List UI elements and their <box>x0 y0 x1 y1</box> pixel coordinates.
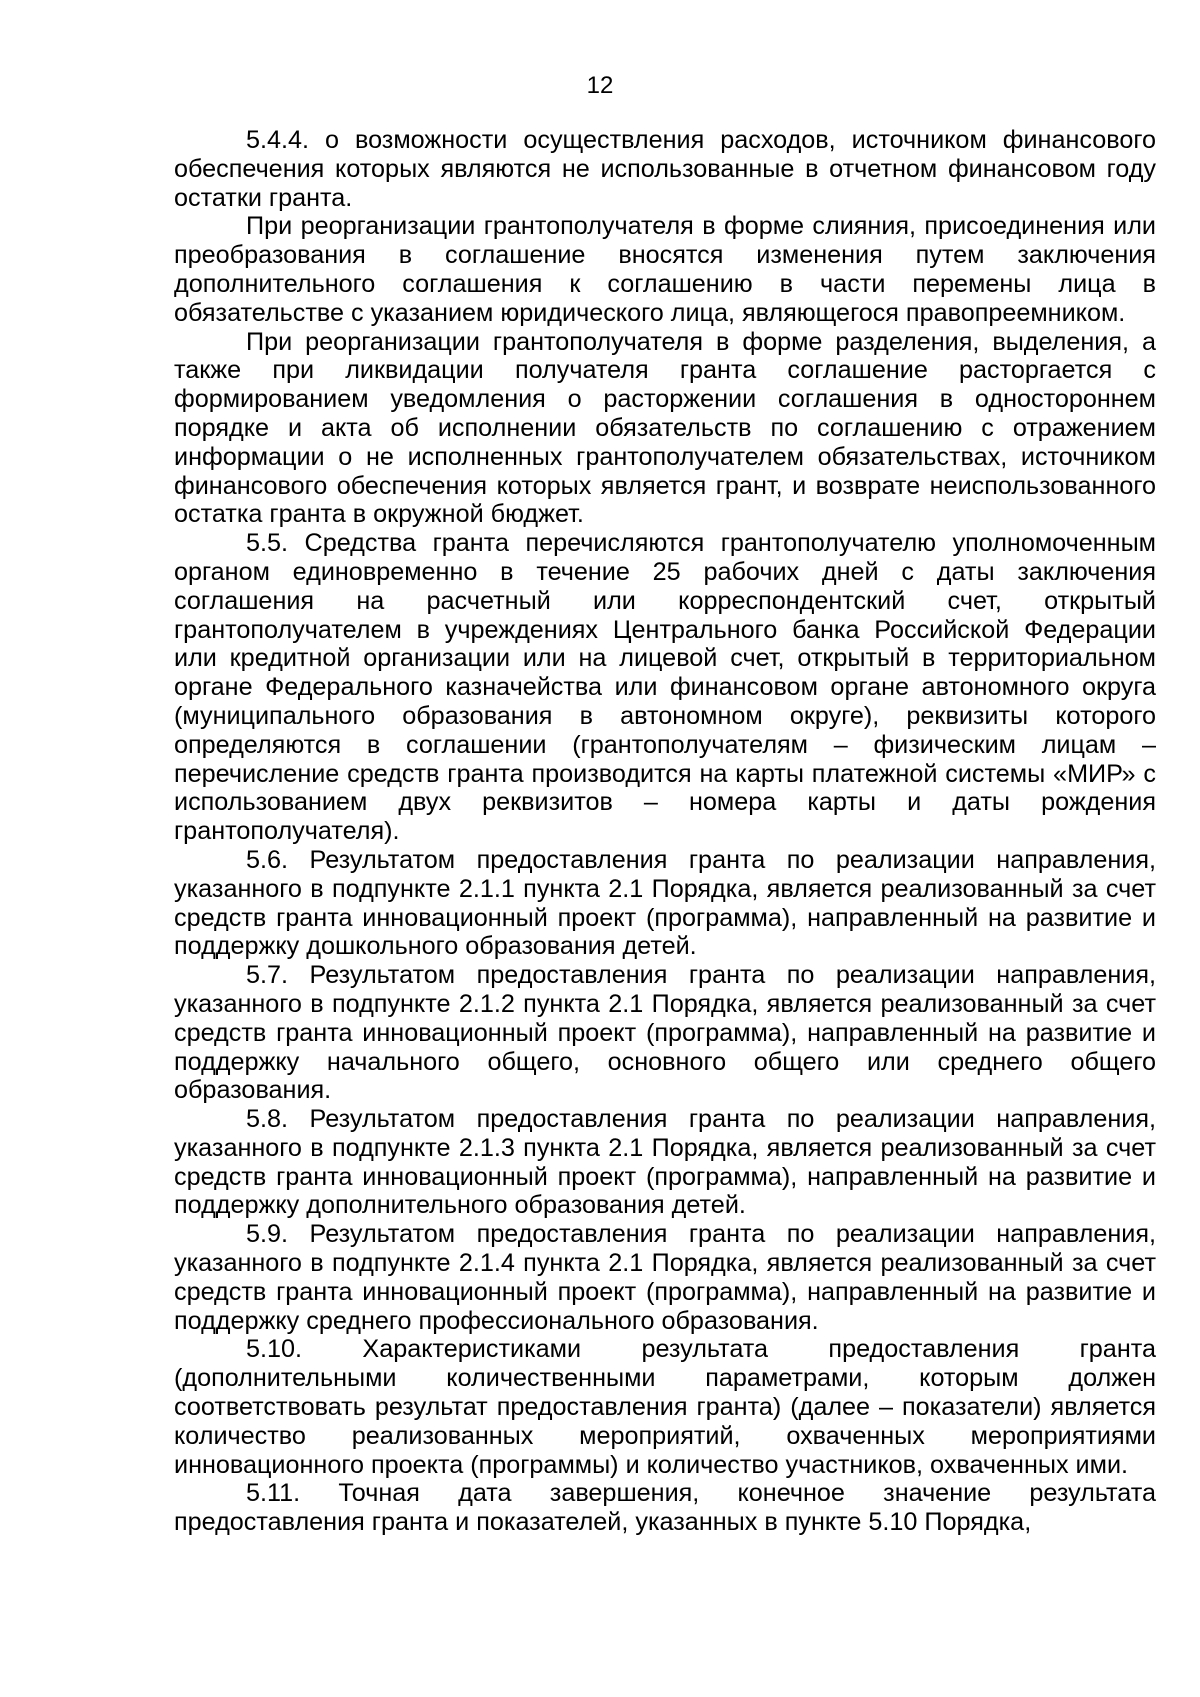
paragraph-5-11: 5.11. Точная дата завершения, конечное значение результата предоставления гранта и показателей, указанных в пункте 5.10 Порядка, <box>174 1479 1156 1537</box>
page-number: 12 <box>586 72 614 99</box>
paragraph-5-9: 5.9. Результатом предоставления гранта по реализации направления, указанного в подпункте 2.1.4 пункта 2.1 Порядка, является реализованный за счет средств гранта инновационный проект (программа), направленный на развитие и поддержку среднего профессионального образования. <box>174 1220 1156 1335</box>
paragraph-5-6: 5.6. Результатом предоставления гранта по реализации направления, указанного в подпункте 2.1.1 пункта 2.1 Порядка, является реализованный за счет средств гранта инновационный проект (программа), направленный на развитие и поддержку дошкольного образования детей. <box>174 845 1156 961</box>
paragraph-5-7: 5.7. Результатом предоставления гранта по реализации направления, указанного в подпункте 2.1.2 пункта 2.1 Порядка, является реализованный за счет средств гранта инновационный проект (программа), направленный на развитие и поддержку начального общего, основного общего или среднего общего образования. <box>174 961 1156 1105</box>
paragraph-reorganization-division: При реорганизации грантополучателя в форме разделения, выделения, а также при ликвидации получателя гранта соглашение расторгается с формированием уведомления о расторжении соглашения в одностороннем порядке и акта об исполнении обязательств по соглашению с отражением информации о не исполненных грантополучателем обязательствах, источником финансового обеспечения которых является грант, и возврате неиспользованного остатка гранта в окружной бюджет. <box>174 327 1156 529</box>
document-body <box>174 126 1156 1537</box>
paragraph-5-8: 5.8. Результатом предоставления гранта по реализации направления, указанного в подпункте 2.1.3 пункта 2.1 Порядка, является реализованный за счет средств гранта инновационный проект (программа), направленный на развитие и поддержку дополнительного образования детей. <box>174 1105 1156 1220</box>
paragraph-reorganization-merger: При реорганизации грантополучателя в форме слияния, присоединения или преобразования в соглашение вносятся изменения путем заключения дополнительного соглашения к соглашению в части перемены лица в обязательстве с указанием юридического лица, являющегося правопреемником. <box>174 212 1156 327</box>
paragraph-5-10: 5.10. Характеристиками результата предоставления гранта (дополнительными количественными параметрами, которым должен соответствовать результат предоставления гранта) (далее – показатели) является количество реализованных мероприятий, охваченных мероприятиями инновационного проекта (программы) и количество участников, охваченных ими. <box>174 1335 1156 1479</box>
paragraph-5-5: 5.5. Средства гранта перечисляются грантополучателю уполномоченным органом единовременно в течение 25 рабочих дней с даты заключения соглашения на расчетный или корреспондентский счет, открытый грантополучателем в учреждениях Центрального банка Российской Федерации или кредитной организации или на лицевой счет, открытый в территориальном органе Федерального казначейства или финансовом органе автономного округа (муниципального образования в автономном округе), реквизиты которого определяются в соглашении (грантополучателям – физическим лицам – перечисление средств гранта производится на карты платежной системы «МИР» с использованием двух реквизитов – номера карты и даты рождения грантополучателя). <box>174 529 1156 846</box>
paragraph-5-4-4: 5.4.4. о возможности осуществления расходов, источником финансового обеспечения которых являются не использованные в отчетном финансовом году остатки гранта. <box>174 126 1156 212</box>
